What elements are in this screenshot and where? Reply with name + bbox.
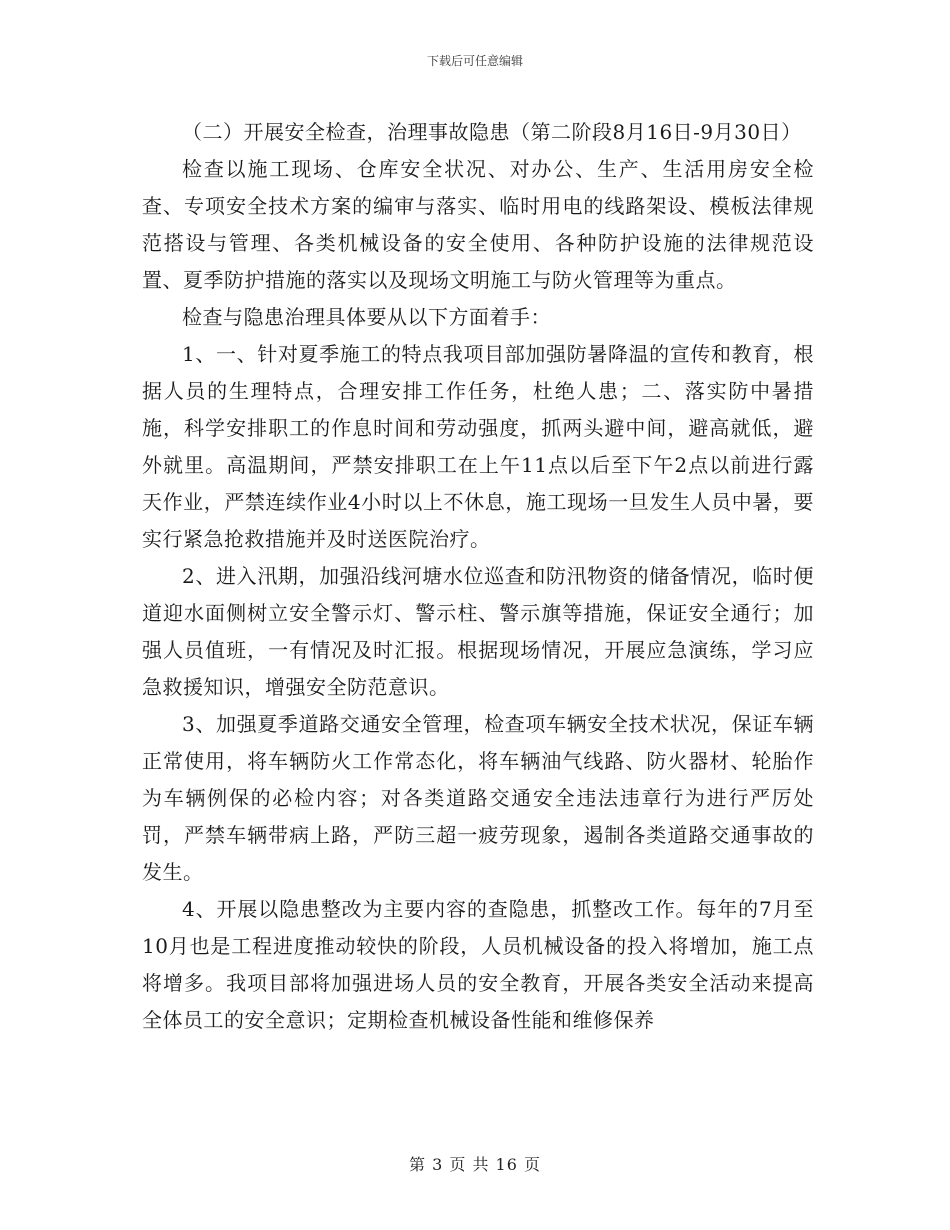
page-header-note: 下载后可任意编辑 <box>426 54 523 68</box>
document-body <box>142 114 814 1039</box>
item-3-paragraph: 3、加强夏季道路交通安全管理，检查项车辆安全技术状况，保证车辆正常使用，将车辆防火工作常态化，将车辆油气线路、防火器材、轮胎作为车辆例保的必检内容；对各类道路交通安全违法违章行为进行严厉处罚，严禁车辆带病上路，严防三超一疲劳现象，遏制各类道路交通事故的发生。 <box>142 712 814 884</box>
intro-paragraph: 检查与隐患治理具体要从以下方面着手： <box>182 305 551 329</box>
item-4-paragraph: 4、开展以隐患整改为主要内容的查隐患，抓整改工作。每年的7月至10月也是工程进度推动较快的阶段，人员机械设备的投入将增加，施工点将增多。我项目部将加强进场人员的安全教育，开展各类安全活动来提高全体员工的安全意识；定期检查机械设备性能和维修保养 <box>142 897 814 1032</box>
page-number: 第 3 页 共 16 页 <box>409 1155 541 1174</box>
item-2-paragraph: 2、进入汛期，加强沿线河塘水位巡查和防汛物资的储备情况，临时便道迎水面侧树立安全警示灯、警示柱、警示旗等措施，保证安全通行；加强人员值班，一有情况及时汇报。根据现场情况，开展应急演练，学习应急救援知识，增强安全防范意识。 <box>142 564 814 699</box>
inspection-scope-paragraph: 检查以施工现场、仓库安全状况、对办公、生产、生活用房安全检查、专项安全技术方案的编审与落实、临时用电的线路架设、模板法律规范搭设与管理、各类机械设备的安全使用、各种防护设施的法律规范设置、夏季防护措施的落实以及现场文明施工与防火管理等为重点。 <box>142 157 814 292</box>
section-heading-paragraph: （二）开展安全检查，治理事故隐患（第二阶段8月16日-9月30日） <box>182 120 802 144</box>
item-1-paragraph: 1、一、针对夏季施工的特点我项目部加强防暑降温的宣传和教育，根据人员的生理特点，合理安排工作任务，杜绝人患；二、落实防中暑措施，科学安排职工的作息时间和劳动强度，抓两头避中间，避高就低，避外就里。高温期间，严禁安排职工在上午11点以后至下午2点以前进行露天作业，严禁连续作业4小时以上不休息，施工现场一旦发生人员中暑，要实行紧急抢救措施并及时送医院治疗。 <box>142 342 814 551</box>
